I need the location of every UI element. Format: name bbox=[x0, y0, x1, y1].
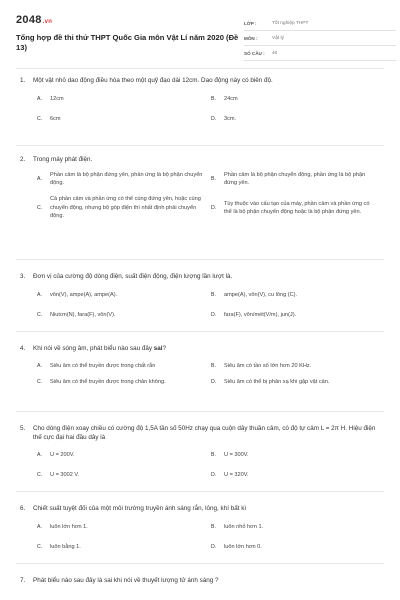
question-text: Một vật nhỏ dao động điều hòa theo một quỹ đạo dài 12cm. Dao động này có biên độ. bbox=[33, 77, 273, 84]
question-4 bbox=[16, 332, 384, 412]
question-5 bbox=[16, 412, 384, 492]
question-text: Cho dòng điện xoay chiều có cường độ 1,5A tần số 50Hz chạy qua cuộn dây thuần cảm, có độ tự cảm L = 2π H. Hiệu điện thế cực đại hai đầu dây là bbox=[33, 425, 376, 441]
option-d[interactable]: D. Tùy thuộc vào cấu tạo của máy, phần cảm và phần ứng có thể là bộ phận chuyển động hoặc là bộ phận đứng yên. bbox=[211, 200, 370, 215]
meta-count-row bbox=[244, 46, 396, 61]
question-number: 6. bbox=[20, 505, 26, 512]
option-a[interactable]: A. Siêu âm có thể truyền được trong chất rắn bbox=[37, 363, 156, 369]
meta-subject-label: MÔN : bbox=[244, 35, 258, 41]
emphasis-sai: sai bbox=[153, 345, 163, 352]
option-b[interactable]: B. 24cm bbox=[211, 96, 238, 102]
option-b[interactable]: B. luôn nhỏ hơn 1. bbox=[211, 524, 264, 530]
meta-class-label: LỚP : bbox=[244, 20, 257, 26]
meta-class-value: Tốt nghiệp THPT bbox=[272, 20, 309, 26]
option-a[interactable]: A. luôn lớn hơn 1. bbox=[37, 524, 88, 530]
site-logo[interactable]: 2048.vn bbox=[16, 14, 53, 26]
meta-subject-row bbox=[244, 31, 396, 46]
question-list bbox=[16, 76, 384, 585]
page-header bbox=[16, 14, 384, 64]
question-number: 2. bbox=[20, 156, 26, 163]
option-a[interactable]: A. 12cm bbox=[37, 96, 64, 102]
option-a[interactable]: A. U = 200V. bbox=[37, 452, 75, 458]
option-c[interactable]: C. Siêu âm có thể truyền được trong chân không. bbox=[37, 379, 166, 386]
meta-count-label: SỐ CÂU : bbox=[244, 50, 265, 56]
exam-meta bbox=[244, 16, 396, 61]
option-c[interactable]: C. 6cm bbox=[37, 116, 61, 123]
option-d[interactable]: D. 3cm. bbox=[211, 116, 237, 123]
question-3 bbox=[16, 260, 384, 332]
question-7 bbox=[16, 564, 384, 585]
option-c[interactable]: C. Cả phần cảm và phần ứng có thể cùng đứng yên, hoặc cùng chuyển động, nhưng bộ góp điện thì nhất định phải chuyển động. bbox=[37, 196, 201, 219]
question-text: Phát biểu nào sau đây là sai khi nói về thuyết lượng tử ánh sáng ? bbox=[33, 577, 219, 584]
meta-count-value: 40 bbox=[272, 50, 278, 56]
exam-title: Tổng hợp đề thi thử THPT Quốc Gia môn Vật Lí năm 2020 (Đề 13) bbox=[16, 33, 239, 52]
question-text: Chiết suất tuyệt đối của một môi trường truyền ánh sáng rắn, lỏng, khí bất kì bbox=[33, 505, 247, 512]
question-number: 4. bbox=[20, 345, 26, 352]
header-divider bbox=[16, 68, 384, 69]
option-c[interactable]: C. Niutơn(N), fara(F), vôn(V). bbox=[37, 312, 116, 319]
option-a[interactable]: A. Phần cảm là bộ phận đứng yên, phần ứng là bộ phận chuyển động. bbox=[37, 172, 203, 187]
option-b[interactable]: B. U = 300V. bbox=[211, 452, 249, 458]
option-b[interactable]: B. Siêu âm có tần số lớn hơn 20 KHz. bbox=[211, 363, 312, 369]
option-c[interactable]: C. luôn bằng 1. bbox=[37, 544, 81, 551]
question-2 bbox=[16, 146, 384, 260]
question-number: 5. bbox=[20, 425, 26, 432]
meta-class-row bbox=[244, 16, 396, 31]
question-6 bbox=[16, 492, 384, 564]
question-number: 1. bbox=[20, 77, 26, 84]
question-number: 3. bbox=[20, 273, 26, 280]
option-d[interactable]: D. luôn lớn hơn 0. bbox=[211, 544, 262, 551]
option-b[interactable]: B. Phần cảm là bộ phận chuyển động, phần ứng là bộ phận đứng yên. bbox=[211, 172, 366, 187]
option-c[interactable]: C. U = 3002 V. bbox=[37, 472, 80, 479]
option-d[interactable]: D. fara(F), vôn/mét(V/m), jun(J). bbox=[211, 312, 297, 319]
option-b[interactable]: B. ampe(A), vôn(V), cu lông (C). bbox=[211, 292, 298, 298]
option-d[interactable]: D. Siêu âm có thể bị phản xạ khi gặp vật cản. bbox=[211, 379, 330, 386]
question-text: Khi nói về sóng âm, phát biểu nào sau đây sai? bbox=[33, 345, 167, 352]
question-number: 7. bbox=[20, 577, 26, 584]
option-d[interactable]: D. U = 320V. bbox=[211, 472, 249, 479]
question-text: Trong máy phát điện. bbox=[33, 156, 93, 163]
question-1 bbox=[16, 76, 384, 146]
meta-subject-value: Vật lý bbox=[272, 35, 284, 41]
option-a[interactable]: A. vôn(V), ampe(A), ampe(A). bbox=[37, 292, 118, 298]
question-text: Đơn vị của cường độ dòng điện, suất điện động, điện lượng lần lượt là. bbox=[33, 273, 233, 280]
